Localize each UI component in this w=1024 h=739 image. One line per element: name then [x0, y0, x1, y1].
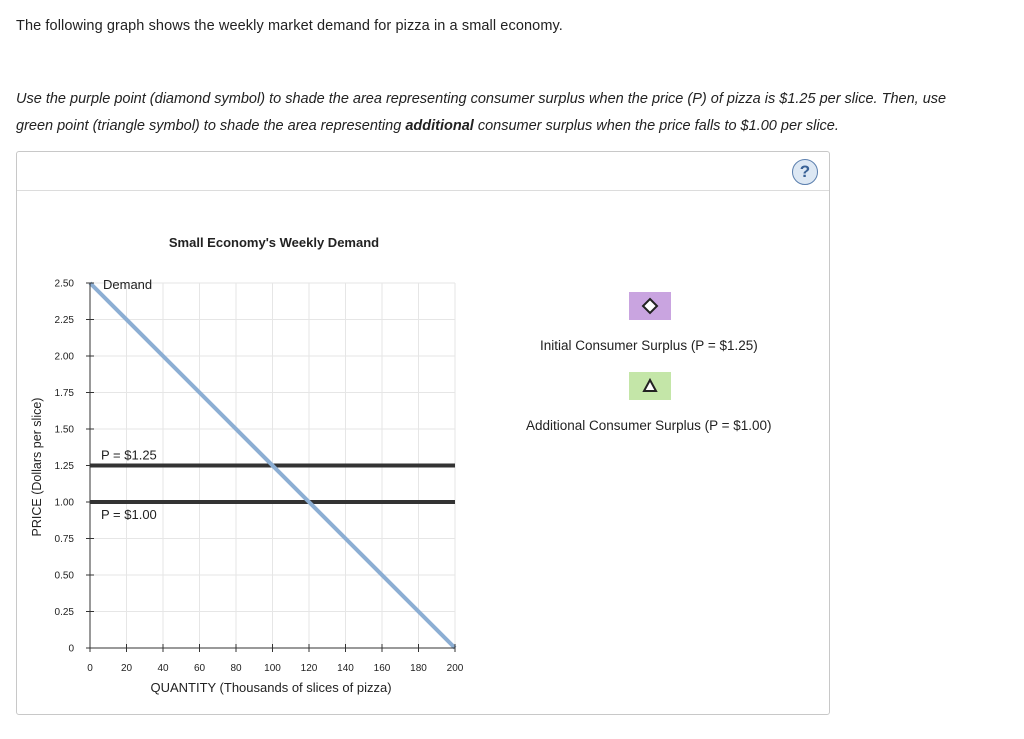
y-tick-label: 0.25	[54, 607, 74, 618]
instructions-text-b: consumer surplus when the price falls to $1.00 per slice.	[473, 118, 839, 134]
price-line-label: P = $1.25	[101, 447, 157, 463]
green-triangle-tool[interactable]	[629, 372, 671, 400]
axes	[55, 279, 464, 675]
triangle-icon	[629, 372, 671, 400]
y-tick-label: 2.00	[54, 351, 74, 363]
graph-panel	[16, 151, 830, 715]
instructions	[16, 86, 1024, 140]
x-tick-label: 180	[410, 663, 427, 674]
y-tick-label: 0.50	[54, 570, 74, 582]
x-tick-label: 60	[193, 663, 206, 674]
y-tick-label: 2.50	[54, 278, 74, 290]
y-tick-label: 0	[68, 643, 74, 655]
x-tick-label: 200	[446, 663, 464, 674]
y-tick-label: 1.25	[54, 461, 74, 472]
x-tick-label: 20	[120, 663, 133, 674]
intro-text: The following graph shows the weekly market demand for pizza in a small economy.	[16, 18, 563, 34]
price-line-label: P = $1.00	[101, 507, 157, 522]
x-tick-label: 0	[87, 663, 93, 674]
y-tick-label: 2.25	[54, 315, 74, 326]
green-tool-label: Additional Consumer Surplus (P = $1.00)	[526, 418, 772, 433]
demand-label: Demand	[103, 277, 153, 292]
help-button[interactable]: ?	[792, 159, 818, 185]
x-axis-label: QUANTITY (Thousands of slices of pizza)	[150, 680, 392, 695]
instructions-text-a: green point (triangle symbol) to shade the area representing	[16, 118, 406, 134]
purple-tool-label: Initial Consumer Surplus (P = $1.25)	[540, 338, 758, 353]
y-tick-label: 0.75	[54, 534, 74, 545]
purple-diamond-tool[interactable]	[629, 292, 671, 320]
x-tick-label: 140	[337, 663, 354, 674]
instructions-keyword: additional	[405, 118, 474, 134]
diamond-icon	[629, 292, 671, 320]
y-tick-label: 1.00	[54, 497, 74, 509]
y-tick-label: 1.50	[54, 424, 74, 436]
x-tick-label: 100	[264, 663, 281, 674]
y-axis-label: PRICE (Dollars per slice)	[30, 397, 44, 537]
x-tick-label: 160	[373, 663, 391, 674]
chart-title: Small Economy's Weekly Demand	[168, 235, 380, 250]
x-tick-label: 120	[300, 663, 318, 674]
y-tick-label: 1.75	[54, 388, 74, 399]
instructions-line-1: Use the purple point (diamond symbol) to shade the area representing consumer surplus when the price (P) of pizza is $1.25 per slice. Then, use	[16, 91, 947, 107]
instructions-line-2	[16, 113, 1024, 140]
demand-chart[interactable]	[17, 152, 517, 712]
x-tick-label: 40	[157, 663, 169, 674]
x-tick-label: 80	[230, 663, 242, 674]
